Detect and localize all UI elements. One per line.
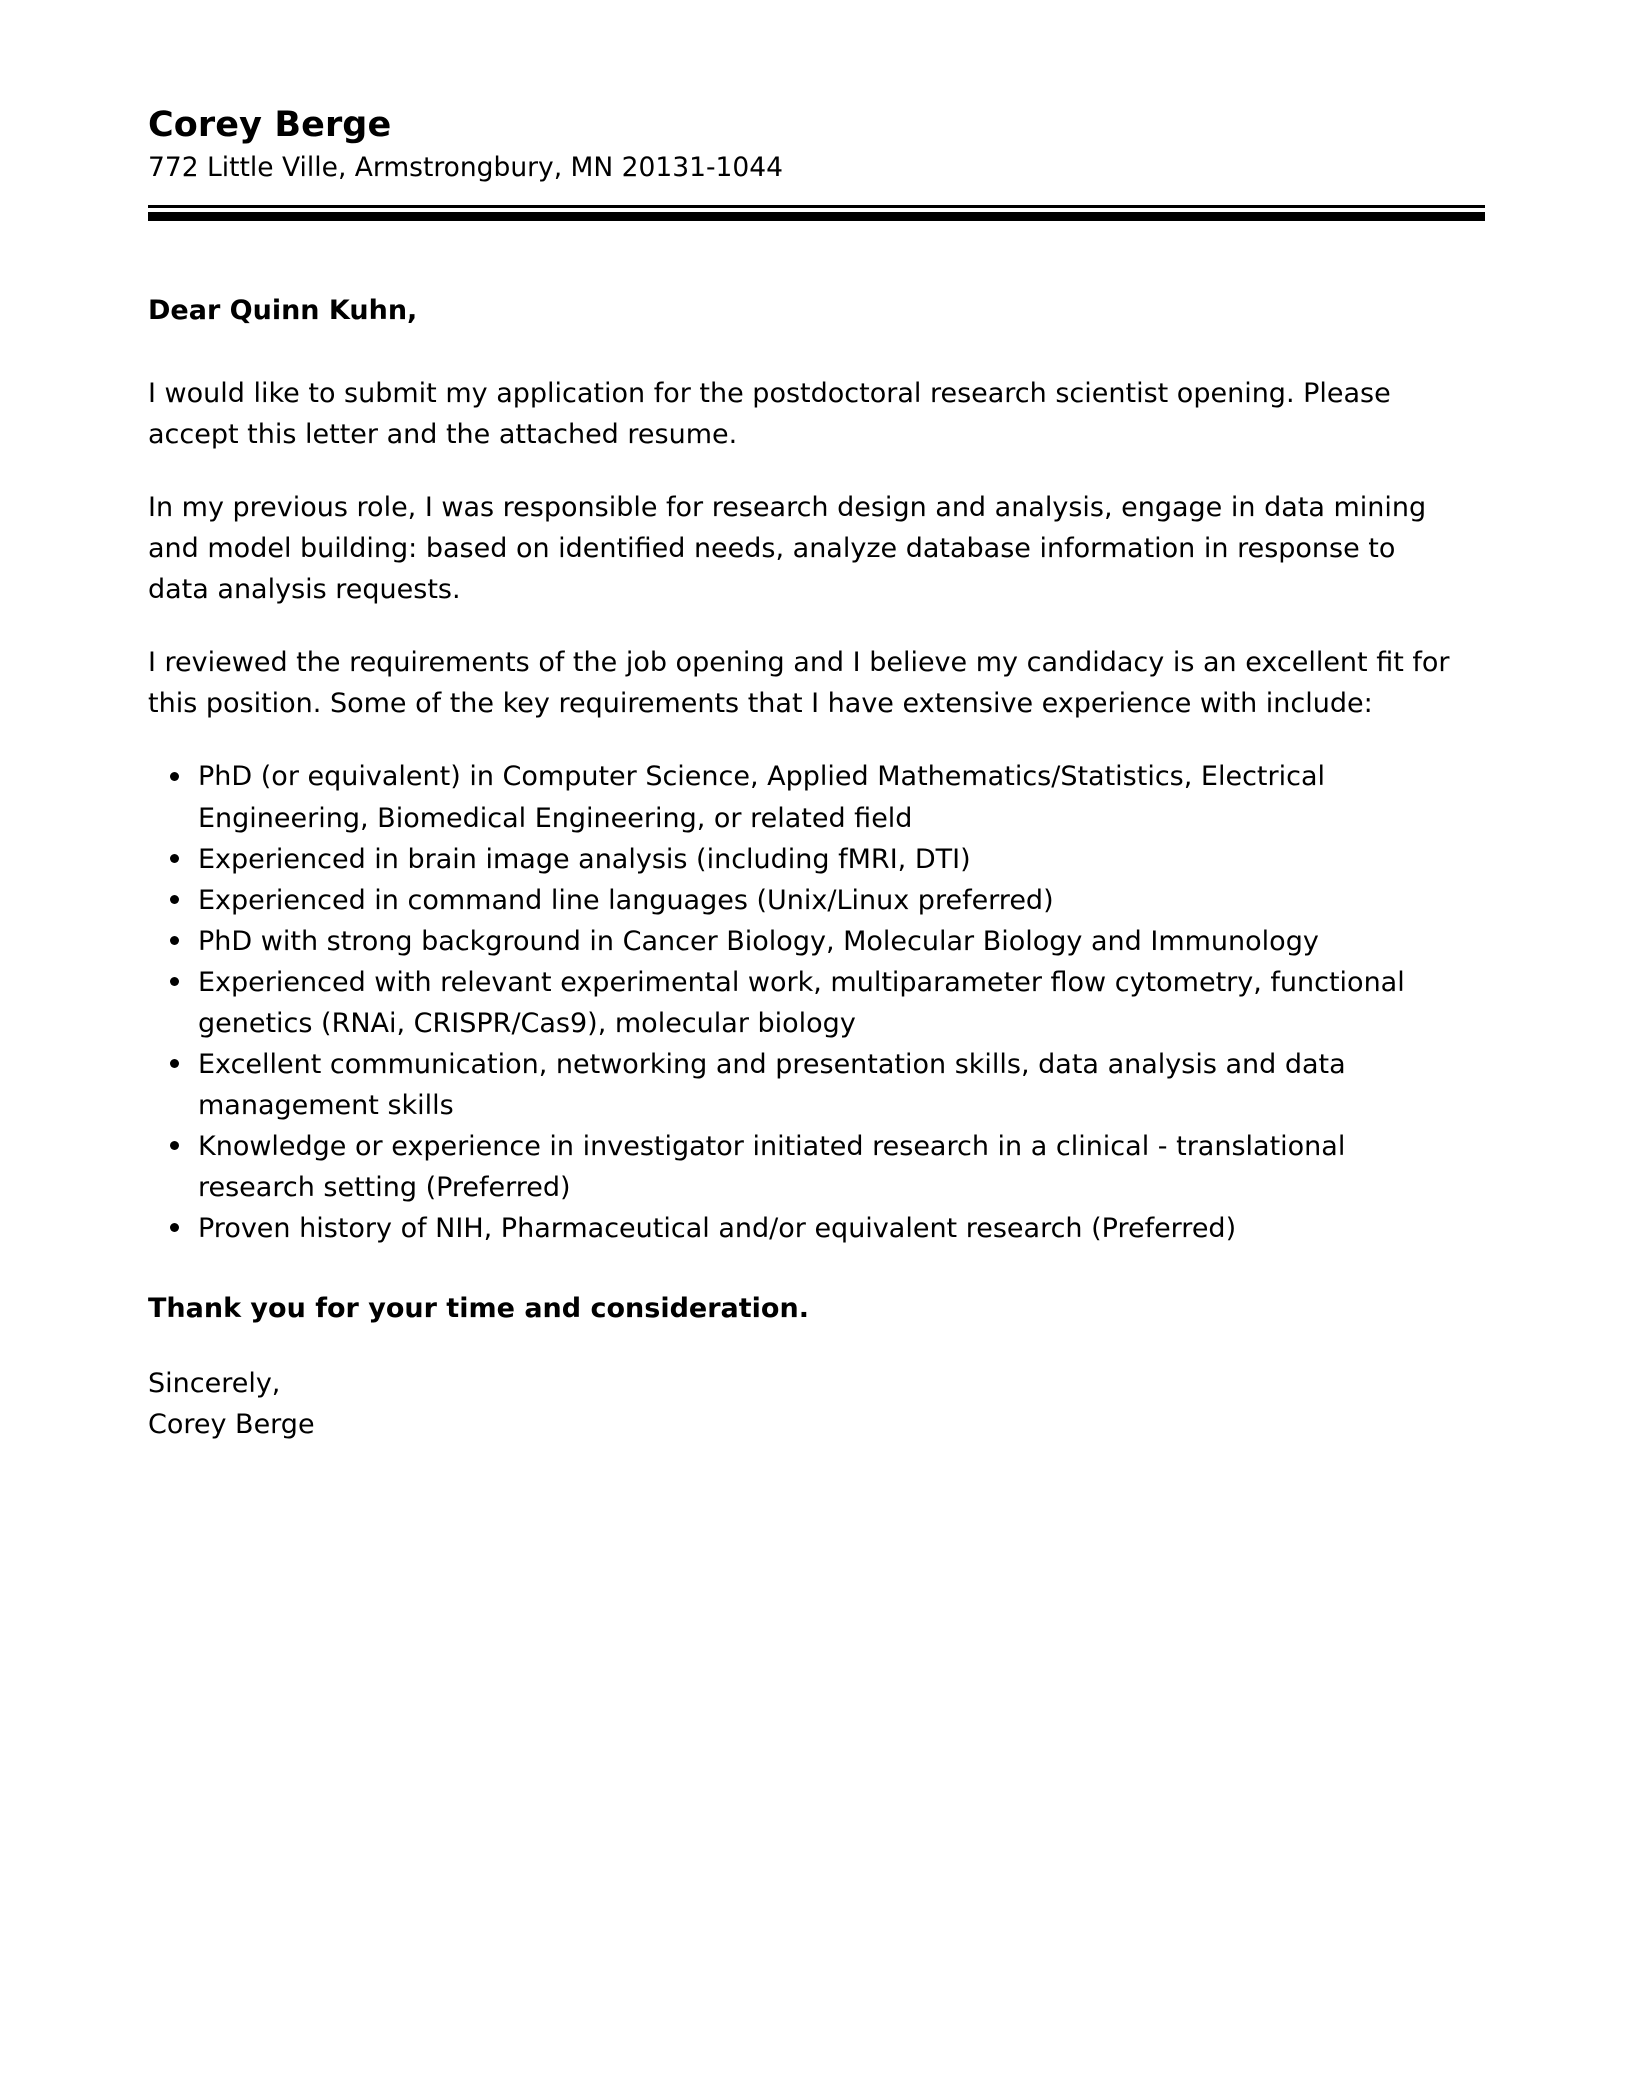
list-item-text: Excellent communication, networking and presentation skills, data analysis and data management skills — [198, 1048, 1346, 1121]
sender-address: 772 Little Ville, Armstrongbury, MN 20131-1044 — [148, 151, 783, 183]
bullet-icon — [170, 1223, 179, 1232]
signoff-name: Corey Berge — [148, 1409, 315, 1441]
list-item-text: Experienced with relevant experimental work, multiparameter flow cytometry, functional genetics (RNAi, CRISPR/Cas9), molecular biology — [198, 966, 1405, 1039]
list-item-text: Experienced in brain image analysis (including fMRI, DTI) — [198, 843, 971, 875]
header-divider — [148, 205, 1485, 221]
list-item — [148, 1044, 1453, 1126]
bullet-icon — [170, 1059, 179, 1068]
bullet-icon — [170, 854, 179, 863]
list-item — [148, 880, 1453, 921]
letter-content — [148, 104, 1488, 1445]
list-item — [148, 1208, 1453, 1249]
divider-thick-line — [148, 212, 1485, 221]
sender-name: Corey Berge — [148, 105, 392, 145]
paragraph-requirements-lead: I reviewed the requirements of the job opening and I believe my candidacy is an excellent fit for this position. Some of the key requirements that I have extensive experience with include: — [148, 647, 1450, 720]
list-item-text: Knowledge or experience in investigator initiated research in a clinical - translational research setting (Preferred) — [198, 1130, 1346, 1203]
requirements-list — [148, 756, 1453, 1248]
list-item — [148, 962, 1453, 1044]
list-item — [148, 756, 1453, 838]
list-item — [148, 839, 1453, 880]
list-item-text: PhD with strong background in Cancer Biology, Molecular Biology and Immunology — [198, 925, 1319, 957]
closing-thanks: Thank you for your time and consideration. — [148, 1292, 809, 1324]
salutation: Dear Quinn Kuhn, — [148, 295, 418, 327]
bullet-icon — [170, 772, 179, 781]
bullet-icon — [170, 977, 179, 986]
bullet-icon — [170, 895, 179, 904]
letterhead — [148, 104, 1485, 221]
paragraph-experience: In my previous role, I was responsible for research design and analysis, engage in data mining and model building: based on identified needs, analyze database information in response to data analysis requests. — [148, 492, 1427, 606]
signoff: Sincerely, — [148, 1368, 281, 1400]
list-item-text: Proven history of NIH, Pharmaceutical and/or equivalent research (Preferred) — [198, 1212, 1237, 1244]
paragraph-intro: I would like to submit my application for the postdoctoral research scientist opening. Please accept this letter and the attached resume. — [148, 378, 1391, 451]
list-item — [148, 1126, 1453, 1208]
bullet-icon — [170, 936, 179, 945]
bullet-icon — [170, 1141, 179, 1150]
letter-body — [148, 291, 1453, 1445]
list-item-text: PhD (or equivalent) in Computer Science, Applied Mathematics/Statistics, Electrical Engineering, Biomedical Engineering, or related field — [198, 761, 1326, 834]
list-item — [148, 921, 1453, 962]
list-item-text: Experienced in command line languages (Unix/Linux preferred) — [198, 884, 1054, 916]
